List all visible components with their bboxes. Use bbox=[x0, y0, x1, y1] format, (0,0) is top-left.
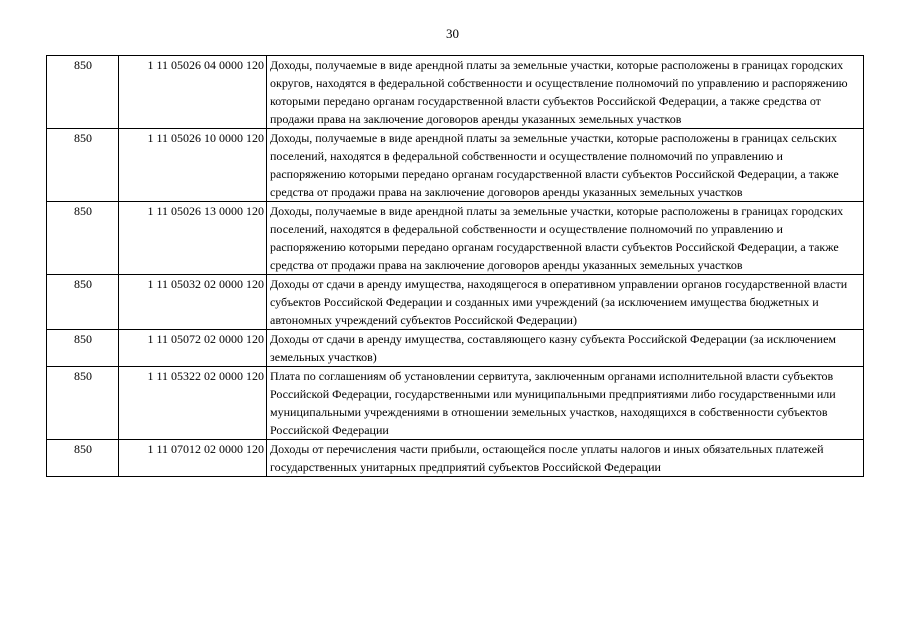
revenue-code-cell: 1 11 05026 04 0000 120 bbox=[119, 56, 267, 129]
description-cell: Доходы от сдачи в аренду имущества, составляющего казну субъекта Российской Федерации (за исключением земельных участков) bbox=[267, 330, 864, 367]
description-cell: Доходы, получаемые в виде арендной платы за земельные участки, которые расположены в границах сельских поселений, находятся в федеральной собственности и осуществление полномочий по управлению и распоряжению которыми передано органам государственной власти субъектов Российской Федерации, а также средства от продажи права на заключение договоров аренды указанных земельных участков bbox=[267, 129, 864, 202]
table-row bbox=[47, 129, 864, 202]
revenue-codes-table bbox=[46, 55, 864, 477]
admin-code-cell: 850 bbox=[47, 367, 119, 440]
table-row bbox=[47, 440, 864, 477]
revenue-code-cell: 1 11 05032 02 0000 120 bbox=[119, 275, 267, 330]
revenue-code-cell: 1 11 05026 10 0000 120 bbox=[119, 129, 267, 202]
table-row bbox=[47, 56, 864, 129]
table-row bbox=[47, 202, 864, 275]
page-number: 30 bbox=[446, 26, 459, 41]
revenue-code-cell: 1 11 05072 02 0000 120 bbox=[119, 330, 267, 367]
admin-code-cell: 850 bbox=[47, 202, 119, 275]
admin-code-cell: 850 bbox=[47, 275, 119, 330]
admin-code-cell: 850 bbox=[47, 330, 119, 367]
revenue-code-cell: 1 11 05026 13 0000 120 bbox=[119, 202, 267, 275]
revenue-code-cell: 1 11 07012 02 0000 120 bbox=[119, 440, 267, 477]
description-cell: Доходы, получаемые в виде арендной платы за земельные участки, которые расположены в границах городских округов, находятся в федеральной собственности и осуществление полномочий по управлению и распоряжению которыми передано органам государственной власти субъектов Российской Федерации, а также средства от продажи права на заключение договоров аренды указанных земельных участков bbox=[267, 56, 864, 129]
description-cell: Доходы от сдачи в аренду имущества, находящегося в оперативном управлении органов государственной власти субъектов Российской Федерации и созданных ими учреждений (за исключением имущества бюджетных и автономных учреждений субъектов Российской Федерации) bbox=[267, 275, 864, 330]
table-row bbox=[47, 275, 864, 330]
admin-code-cell: 850 bbox=[47, 440, 119, 477]
revenue-code-cell: 1 11 05322 02 0000 120 bbox=[119, 367, 267, 440]
admin-code-cell: 850 bbox=[47, 129, 119, 202]
description-cell: Плата по соглашениям об установлении сервитута, заключенным органами исполнительной власти субъектов Российской Федерации, государственными или муниципальными предприятиями либо государственными или муниципальными учреждениями в отношении земельных участков, находящихся в собственности субъектов Российской Федерации bbox=[267, 367, 864, 440]
table-row bbox=[47, 330, 864, 367]
admin-code-cell: 850 bbox=[47, 56, 119, 129]
description-cell: Доходы от перечисления части прибыли, остающейся после уплаты налогов и иных обязательных платежей государственных унитарных предприятий субъектов Российской Федерации bbox=[267, 440, 864, 477]
description-cell: Доходы, получаемые в виде арендной платы за земельные участки, которые расположены в границах городских поселений, находятся в федеральной собственности и осуществление полномочий по управлению и распоряжению которыми передано органам государственной власти субъектов Российской Федерации, а также средства от продажи права на заключение договоров аренды указанных земельных участков bbox=[267, 202, 864, 275]
table-row bbox=[47, 367, 864, 440]
